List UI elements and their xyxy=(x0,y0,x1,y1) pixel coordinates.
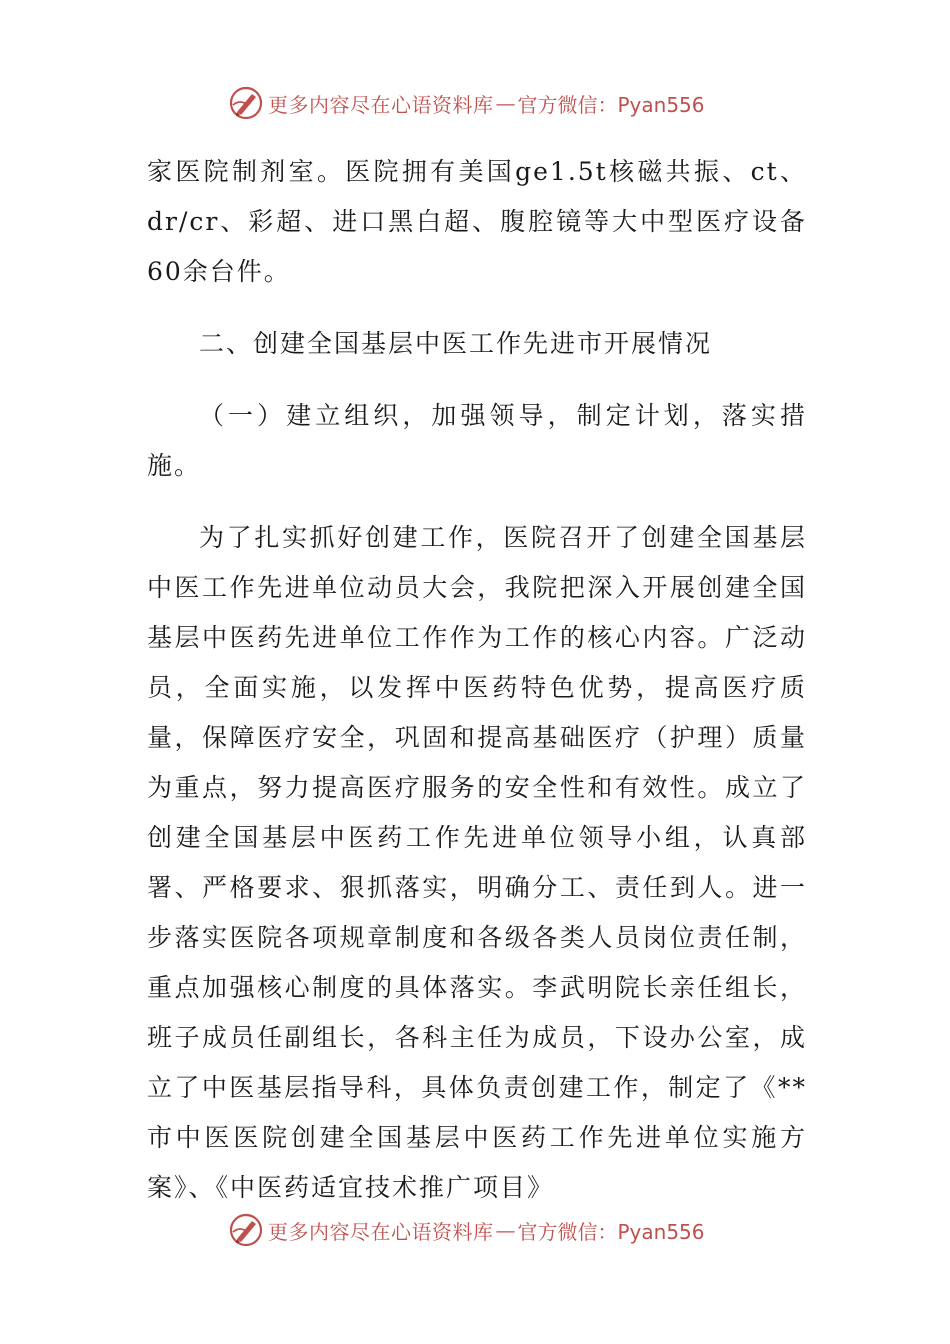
banner-contact-text: 官方微信：Pyan556 xyxy=(517,92,705,117)
section-heading: 二、创建全国基层中医工作先进市开展情况 xyxy=(199,329,713,358)
banner-separator: — xyxy=(495,91,516,115)
banner-brand-text: 更多内容尽在心语资料库 xyxy=(268,92,494,117)
banner-contact-text: 官方微信：Pyan556 xyxy=(517,1219,705,1244)
pen-circle-logo-icon xyxy=(228,85,264,121)
banner-brand-text: 更多内容尽在心语资料库 xyxy=(268,1219,494,1244)
footer-banner xyxy=(228,1210,705,1250)
subsection-heading: （一）建立组织，加强领导，制定计划，落实措施。 xyxy=(147,401,807,480)
document-body xyxy=(147,147,807,1213)
continuation-paragraph: 家医院制剂室。医院拥有美国ge1.5t核磁共振、ct、dr/cr、彩超、进口黑白超、腹腔镜等大中型医疗设备60余台件。 xyxy=(147,157,807,286)
pen-circle-logo-icon xyxy=(228,1212,264,1248)
banner-separator: — xyxy=(495,1218,516,1242)
header-banner xyxy=(228,83,705,123)
body-paragraph: 为了扎实抓好创建工作，医院召开了创建全国基层中医工作先进单位动员大会，我院把深入开展创建全国基层中医药先进单位工作作为工作的核心内容。广泛动员，全面实施，以发挥中医药特色优势，提高医疗质量，保障医疗安全，巩固和提高基础医疗（护理）质量为重点，努力提高医疗服务的安全性和有效性。成立了创建全国基层中医药工作先进单位领导小组，认真部署、严格要求、狠抓落实，明确分工、责任到人。进一步落实医院各项规章制度和各级各类人员岗位责任制，重点加强核心制度的具体落实。李武明院长亲任组长，班子成员任副组长，各科主任为成员，下设办公室，成立了中医基层指导科，具体负责创建工作，制定了《**市中医医院创建全国基层中医药工作先进单位实施方案》、《中医药适宜技术推广项目》 xyxy=(147,523,807,1202)
